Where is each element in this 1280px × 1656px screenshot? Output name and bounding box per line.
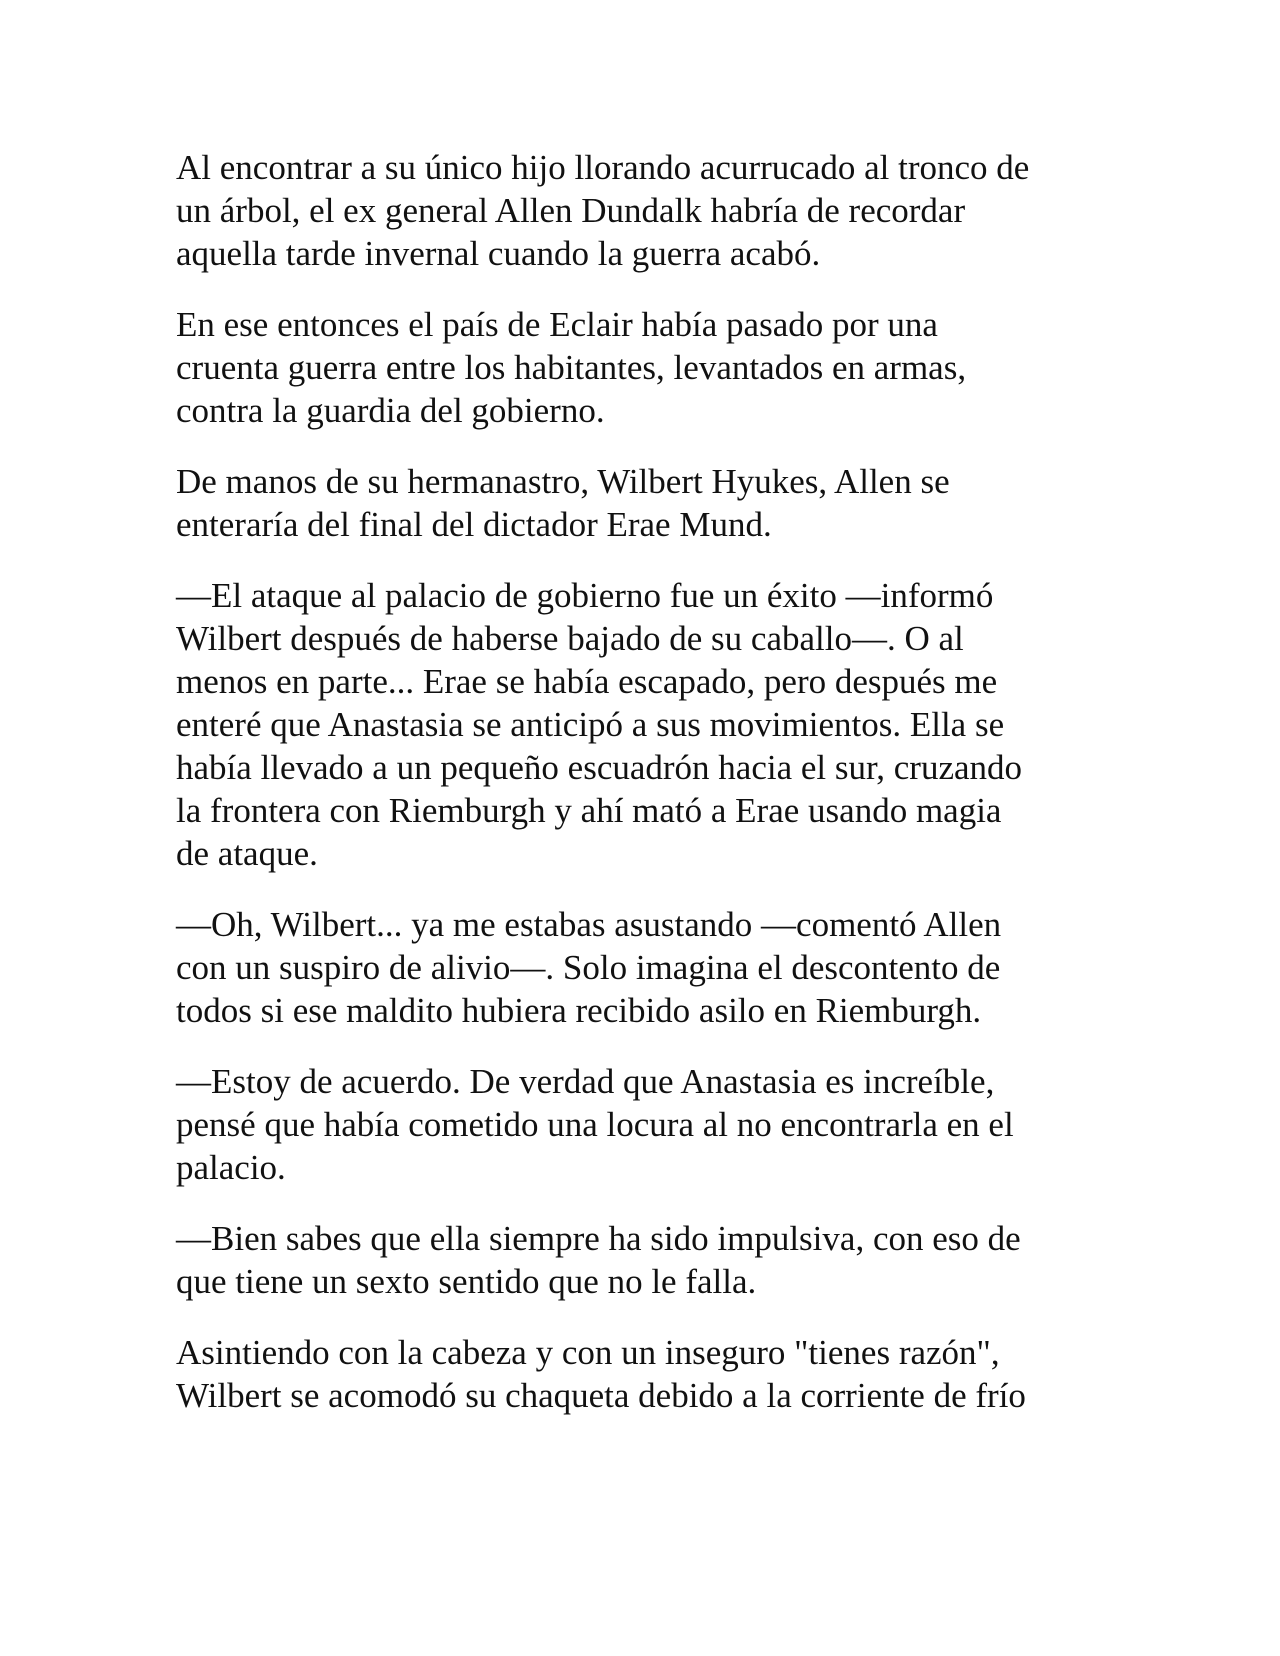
text-line: de ataque. — [176, 834, 318, 873]
paragraph-6 — [176, 1060, 1106, 1189]
text-line: había llevado a un pequeño escuadrón hacia el sur, cruzando — [176, 748, 1023, 787]
text-line: con un suspiro de alivio—. Solo imagina el descontento de — [176, 948, 1001, 987]
text-line: que tiene un sexto sentido que no le falla. — [176, 1262, 757, 1301]
text-line: un árbol, el ex general Allen Dundalk habría de recordar — [176, 191, 966, 230]
text-line: la frontera con Riemburgh y ahí mató a Erae usando magia — [176, 791, 1002, 830]
text-line: pensé que había cometido una locura al no encontrarla en el — [176, 1105, 1014, 1144]
text-line: cruenta guerra entre los habitantes, levantados en armas, — [176, 348, 967, 387]
text-line: Wilbert después de haberse bajado de su caballo—. O al — [176, 619, 964, 658]
text-line: contra la guardia del gobierno. — [176, 391, 605, 430]
document-page — [176, 146, 1106, 1445]
paragraph-1 — [176, 146, 1106, 275]
paragraph-7 — [176, 1217, 1106, 1303]
text-line: En ese entonces el país de Eclair había pasado por una — [176, 305, 938, 344]
paragraph-5 — [176, 903, 1106, 1032]
text-line: Wilbert se acomodó su chaqueta debido a la corriente de frío — [176, 1376, 1026, 1415]
text-line: —El ataque al palacio de gobierno fue un éxito —informó — [176, 576, 994, 615]
text-line: Al encontrar a su único hijo llorando acurrucado al tronco de — [176, 148, 1030, 187]
text-line: enteré que Anastasia se anticipó a sus movimientos. Ella se — [176, 705, 1005, 744]
text-line: Asintiendo con la cabeza y con un inseguro "tienes razón", — [176, 1333, 1000, 1372]
text-line: —Estoy de acuerdo. De verdad que Anastasia es increíble, — [176, 1062, 995, 1101]
text-line: menos en parte... Erae se había escapado, pero después me — [176, 662, 998, 701]
text-line: palacio. — [176, 1148, 286, 1187]
text-line: —Bien sabes que ella siempre ha sido impulsiva, con eso de — [176, 1219, 1021, 1258]
text-line: —Oh, Wilbert... ya me estabas asustando —comentó Allen — [176, 905, 1002, 944]
paragraph-3 — [176, 460, 1106, 546]
text-line: De manos de su hermanastro, Wilbert Hyukes, Allen se — [176, 462, 950, 501]
text-line: todos si ese maldito hubiera recibido asilo en Riemburgh. — [176, 991, 982, 1030]
text-line: enteraría del final del dictador Erae Mund. — [176, 505, 772, 544]
paragraph-8 — [176, 1331, 1106, 1417]
paragraph-2 — [176, 303, 1106, 432]
text-line: aquella tarde invernal cuando la guerra acabó. — [176, 234, 821, 273]
paragraph-4 — [176, 574, 1106, 875]
